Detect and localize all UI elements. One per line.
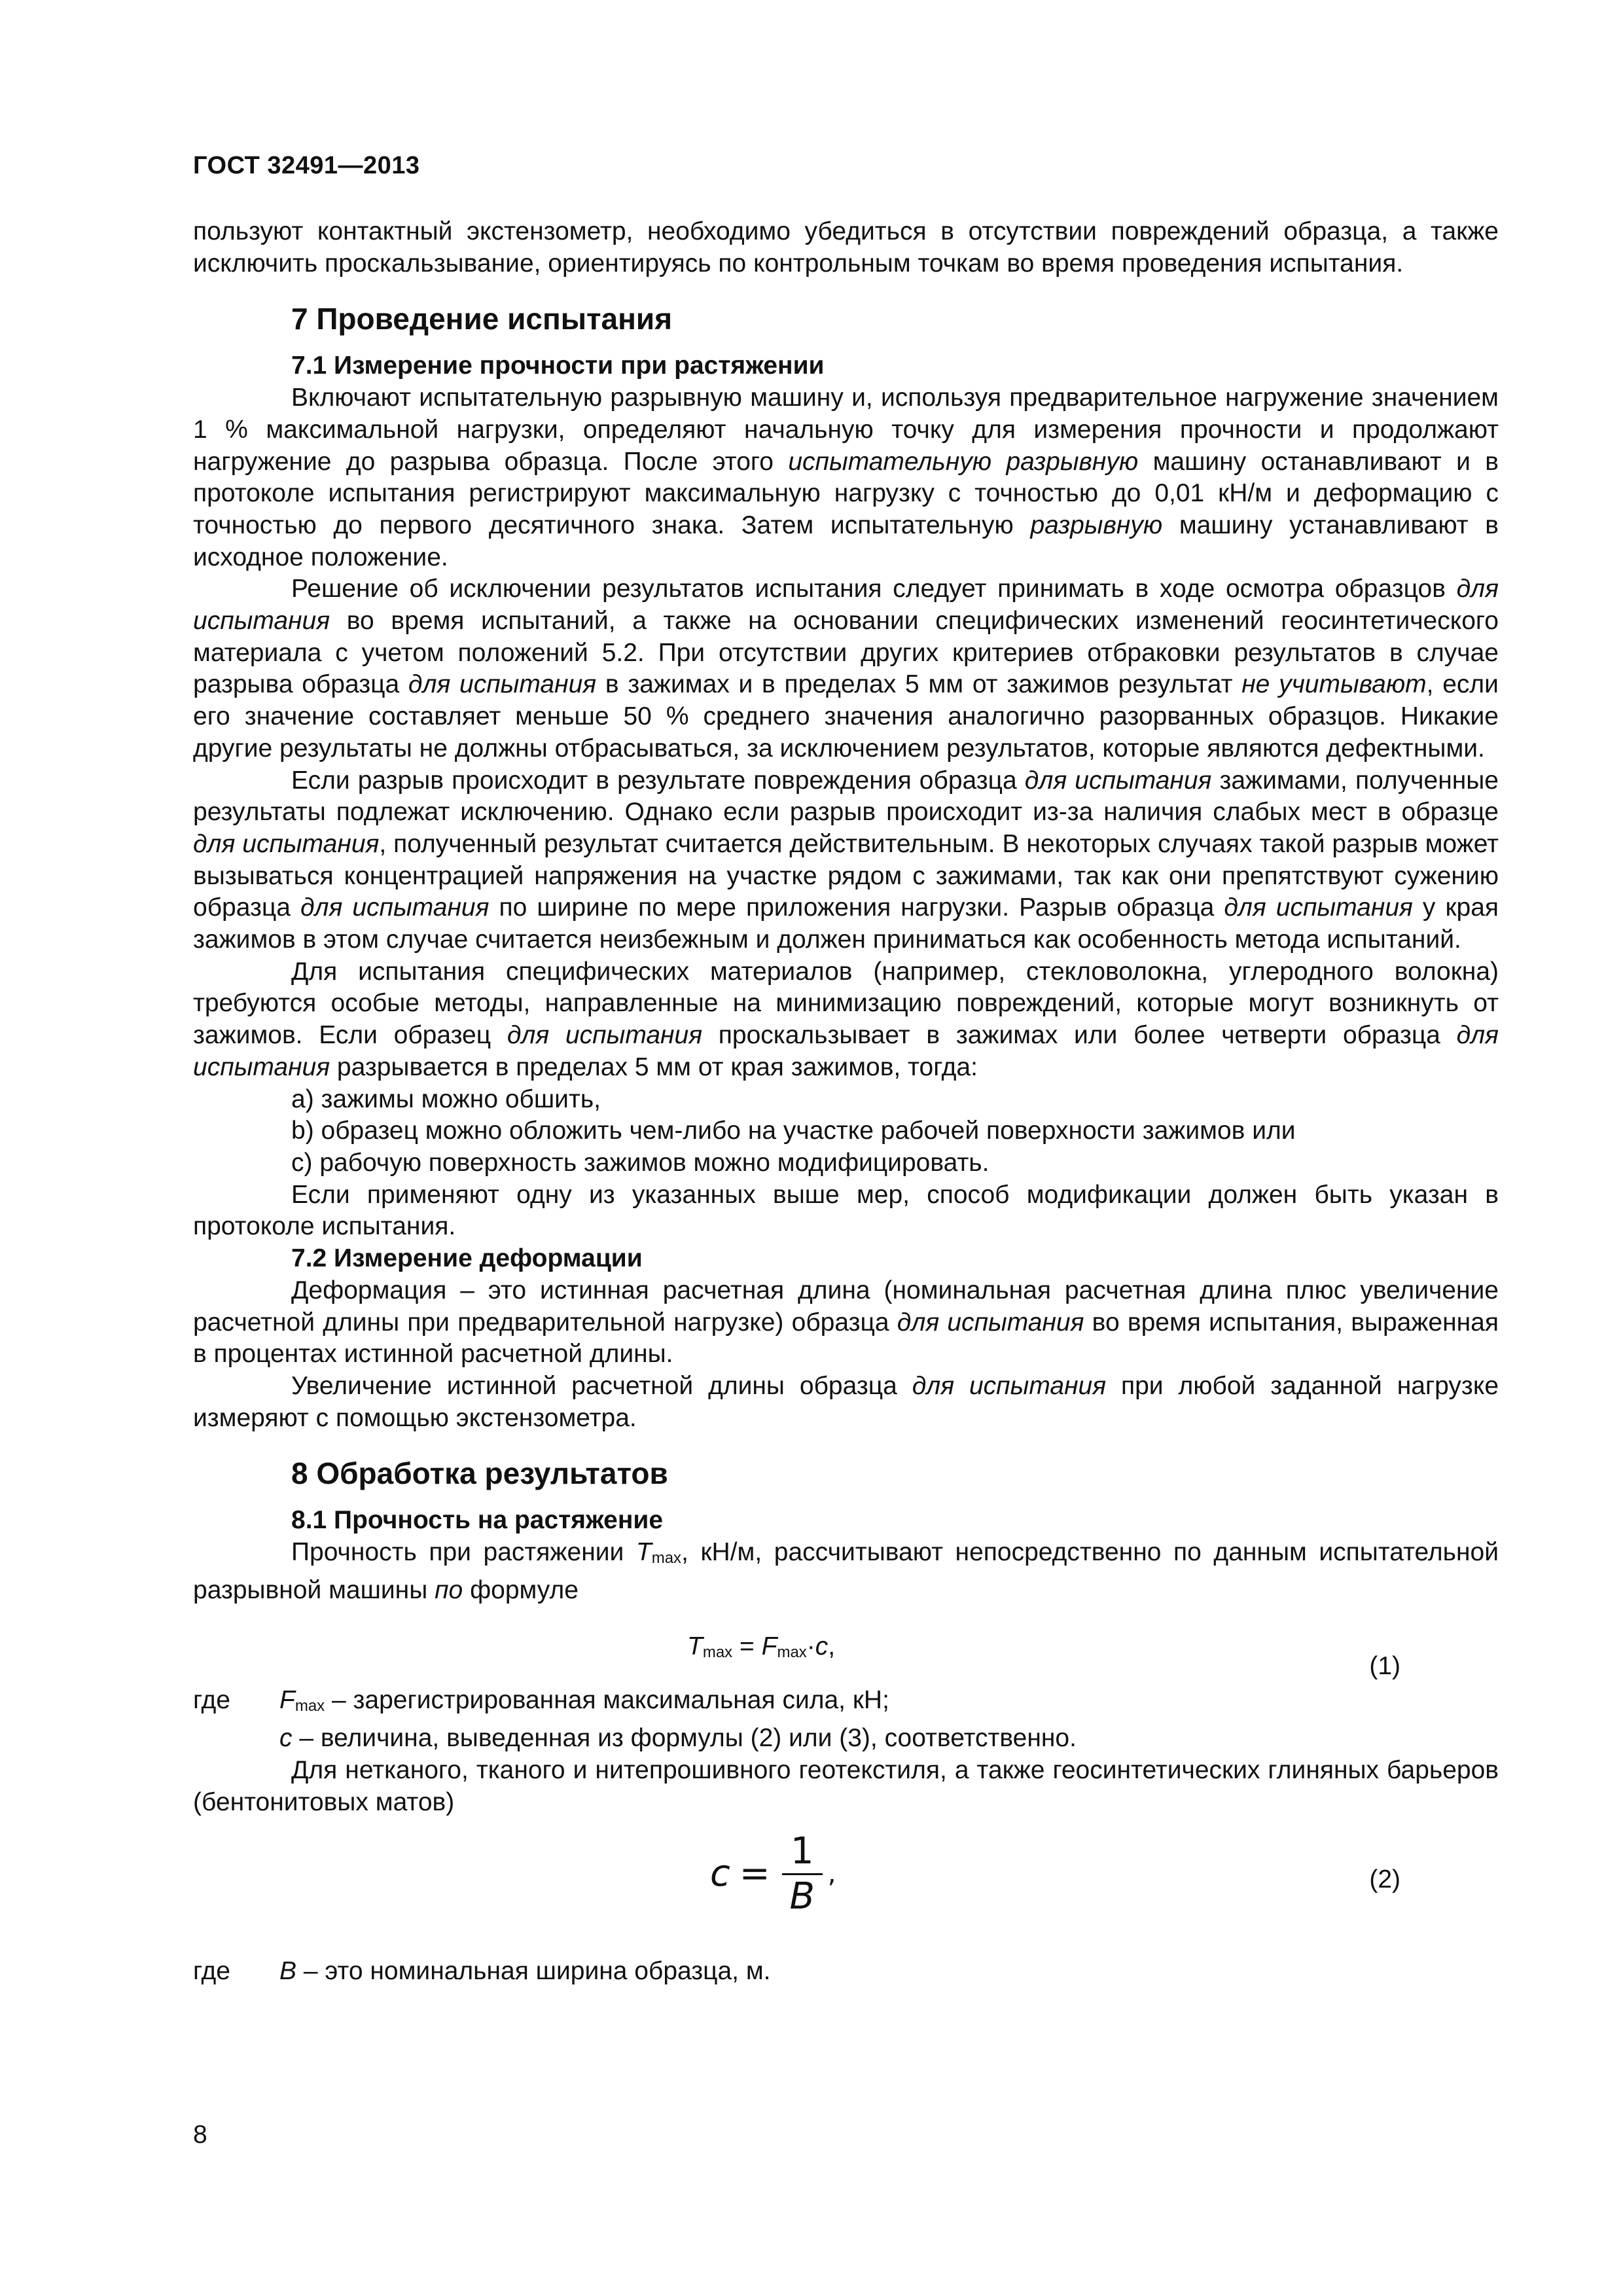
document-page xyxy=(193,0,1499,2296)
paragraph: Увеличение истинной расчетной длины образца для испытания при любой заданной нагрузке измеряют с помощью экстензометра. xyxy=(193,1371,1499,1432)
formula-1-expression: $T_{max} = F_{max}\cdot c$, xyxy=(687,1632,836,1662)
subsection-heading-7-1: 7.1 Измерение прочности при растяжении xyxy=(291,351,825,380)
list-item: b) образец можно обложить чем-либо на участке рабочей поверхности зажимов или xyxy=(291,1117,1296,1145)
paragraph-continuation: пользуют контактный экстензометр, необходимо убедиться в отсутствии повреждений образца, а также исключить проскальзывание, ориентируясь по контрольным точкам во время проведения испытания. xyxy=(193,217,1499,278)
document-id: ГОСТ 32491—2013 xyxy=(193,152,420,179)
paragraph: Если применяют одну из указанных выше мер, способ модификации должен быть указан в протоколе испытания. xyxy=(193,1180,1499,1241)
page-number: 8 xyxy=(193,2121,207,2149)
list-item: a) зажимы можно обшить, xyxy=(291,1085,601,1113)
paragraph: Прочность при растяжении $T_{max}$, кН/м, рассчитывают непосредственно по данным испытательной разрывной машины по формуле xyxy=(193,1538,1499,1604)
paragraph: Деформация – это истинная расчетная длина (номинальная расчетная длина плюс увеличение расчетной длины при предварительной нагрузке) образца для испытания во время испытания, выраженная в процентах истинной расчетной длины. xyxy=(193,1276,1499,1369)
where-label: где xyxy=(193,1686,230,1715)
where-clause-1 xyxy=(193,1685,1499,1723)
list-item: c) рабочую поверхность зажимов можно модифицировать. xyxy=(291,1148,990,1177)
formula-1-number: (1) xyxy=(1369,1652,1400,1681)
paragraph: Решение об исключении результатов испытания следует принимать в ходе осмотра образцов для испытания во время испытаний, а также на основании специфических изменений геосинтетического материала с учетом положений 5.2. При отсутствии других критериев отбраковки результатов в случае разрыва образца для испытания в зажимах и в пределах 5 мм от зажимов результат не учитывают, если его значение составляет меньше 50 % среднего значения аналогично разорванных образцов. Никакие другие результаты не должны отбрасываться, за исключением результатов, которые являются дефектными. xyxy=(193,575,1499,762)
formula-2 xyxy=(193,1818,1499,1956)
where-definition: B – это номинальная ширина образца, м. xyxy=(279,1957,771,1986)
where-clause-2 xyxy=(193,1956,1499,1988)
paragraph: Включают испытательную разрывную машину и, используя предварительное нагружение значением 1 % максимальной нагрузки, определяют начальную точку для измерения прочности и продолжают нагружение до разрыва образца. После этого испытательную разрывную машину останавливают и в протоколе испытания регистрируют максимальную нагрузку с точностью до 0,01 кН/м и деформацию с точностью до первого десятичного знака. Затем испытательную разрывную машину устанавливают в исходное положение. xyxy=(193,384,1499,571)
fraction-denominator: B xyxy=(789,1875,815,1918)
section-heading-7: 7 Проведение испытания xyxy=(291,302,673,336)
subsection-heading-8-1: 8.1 Прочность на растяжение xyxy=(291,1506,664,1535)
paragraph: Для испытания специфических материалов (например, стекловолокна, углеродного волокна) требуются особые методы, направленные на минимизацию повреждений, которые могут возникнуть от зажимов. Если образец для испытания проскальзывает в зажимах или более четверти образца для испытания разрывается в пределах 5 мм от края зажимов, тогда: xyxy=(193,957,1499,1081)
where-label: где xyxy=(193,1957,230,1986)
section-heading-8: 8 Обработка результатов xyxy=(291,1456,668,1491)
where-definition: c – величина, выведенная из формулы (2) или (3), соответственно. xyxy=(279,1724,1077,1753)
subsection-heading-7-2: 7.2 Измерение деформации xyxy=(291,1244,643,1273)
body-text xyxy=(193,216,1499,1988)
formula-1 xyxy=(193,1606,1499,1685)
formula-2-number: (2) xyxy=(1369,1865,1400,1894)
paragraph: Для нетканого, тканого и нитепрошивного геотекстиля, а также геосинтетических глиняных барьеров (бентонитовых матов) xyxy=(193,1755,1499,1816)
formula-2-expression: c = 1 B , xyxy=(710,1830,836,1918)
fraction-numerator: 1 xyxy=(790,1830,814,1873)
paragraph: Если разрыв происходит в результате повреждения образца для испытания зажимами, полученные результаты подлежат исключению. Однако если разрыв происходит из-за наличия слабых мест в образце для испытания, полученный результат считается действительным. В некоторых случаях такой разрыв может вызываться концентрацией напряжения на участке рядом с зажимами, так как они препятствуют сужению образца для испытания по ширине по мере приложения нагрузки. Разрыв образца для испытания у края зажимов в этом случае считается неизбежным и должен приниматься как особенность метода испытаний. xyxy=(193,766,1499,954)
where-definition: $F_{max}$ – зарегистрированная максимальная сила, кН; xyxy=(279,1686,889,1715)
